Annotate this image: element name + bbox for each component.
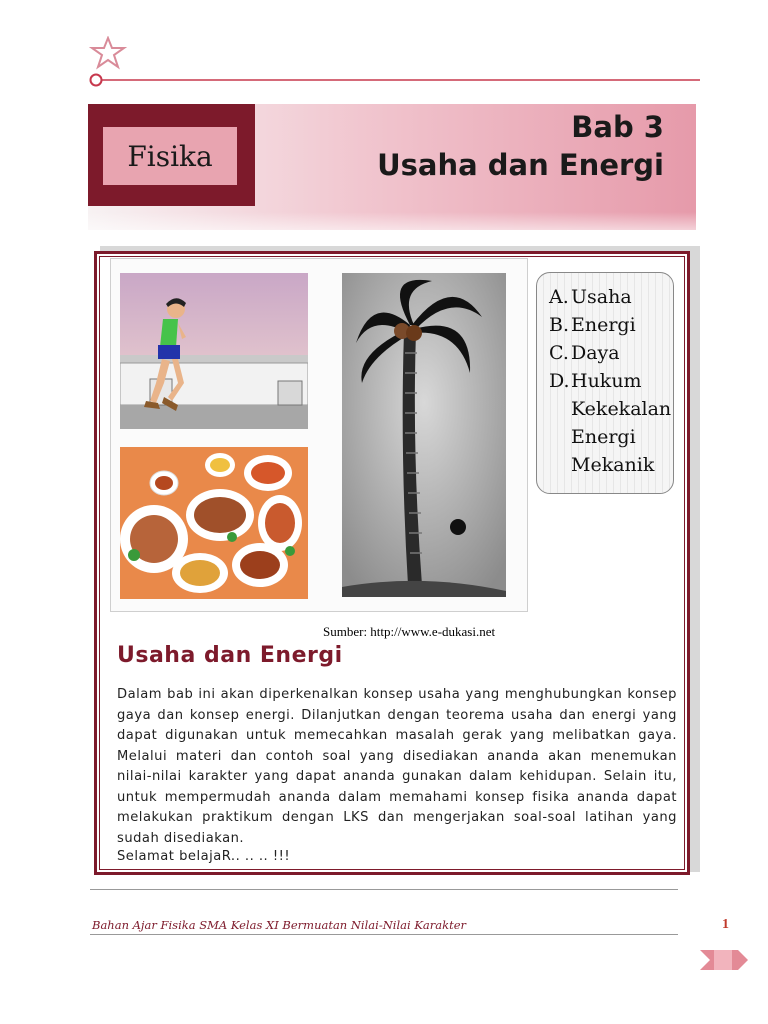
section-heading: Usaha dan Energi — [117, 643, 343, 668]
toc-item — [549, 339, 671, 367]
toc-letter: D. — [549, 370, 570, 392]
chapter-number: Bab 3 — [571, 110, 664, 144]
footer-rule-bottom — [90, 934, 678, 935]
toc-text: Hukum Kekekalan Energi Mekanik — [571, 370, 672, 476]
footer-rule-top — [90, 889, 678, 890]
toc-item — [549, 311, 671, 339]
ribbon-icon — [700, 946, 748, 974]
top-rule — [88, 72, 700, 88]
subject-label: Fisika — [103, 127, 237, 185]
toc-item — [549, 283, 671, 311]
page-number: 1 — [722, 917, 729, 932]
body-text — [117, 685, 677, 849]
palm-tree-image — [342, 273, 506, 597]
toc-box — [536, 272, 674, 494]
chapter-title: Usaha dan Energi — [377, 148, 664, 182]
source-caption: Sumber: http://www.e-dukasi.net — [323, 624, 496, 639]
toc-list — [549, 283, 671, 479]
toc-text: Daya — [571, 342, 620, 364]
closing-text: Selamat belajaR.. .. .. !!! — [117, 849, 291, 864]
star-icon — [86, 36, 130, 70]
food-image — [120, 447, 308, 599]
footer-text: Bahan Ajar Fisika SMA Kelas XI Bermuatan Nilai-Nilai Karakter — [92, 918, 467, 932]
toc-text: Energi — [571, 314, 636, 336]
toc-text: Usaha — [571, 286, 632, 308]
toc-letter: C. — [549, 342, 569, 364]
toc-letter: A. — [549, 286, 569, 308]
toc-letter: B. — [549, 314, 570, 336]
toc-item — [549, 367, 671, 479]
runner-image — [120, 273, 308, 429]
body-paragraph: Dalam bab ini akan diperkenalkan konsep usaha yang menghubungkan konsep gaya dan konsep energi. Dilanjutkan dengan teorema usaha dan energi yang dapat digunakan untuk memecahkan masalah gerak yang melibatkan gaya. Melalui materi dan contoh soal yang disediakan ananda akan menemukan nilai-nilai karakter yang dapat ananda gunakan dalam kehidupan. Selain itu, untuk mempermudah ananda dalam memahami konsep fisika ananda dapat melakukan praktikum dengan LKS dan mengerjakan soal-soal latihan yang sudah disediakan. — [117, 687, 677, 846]
